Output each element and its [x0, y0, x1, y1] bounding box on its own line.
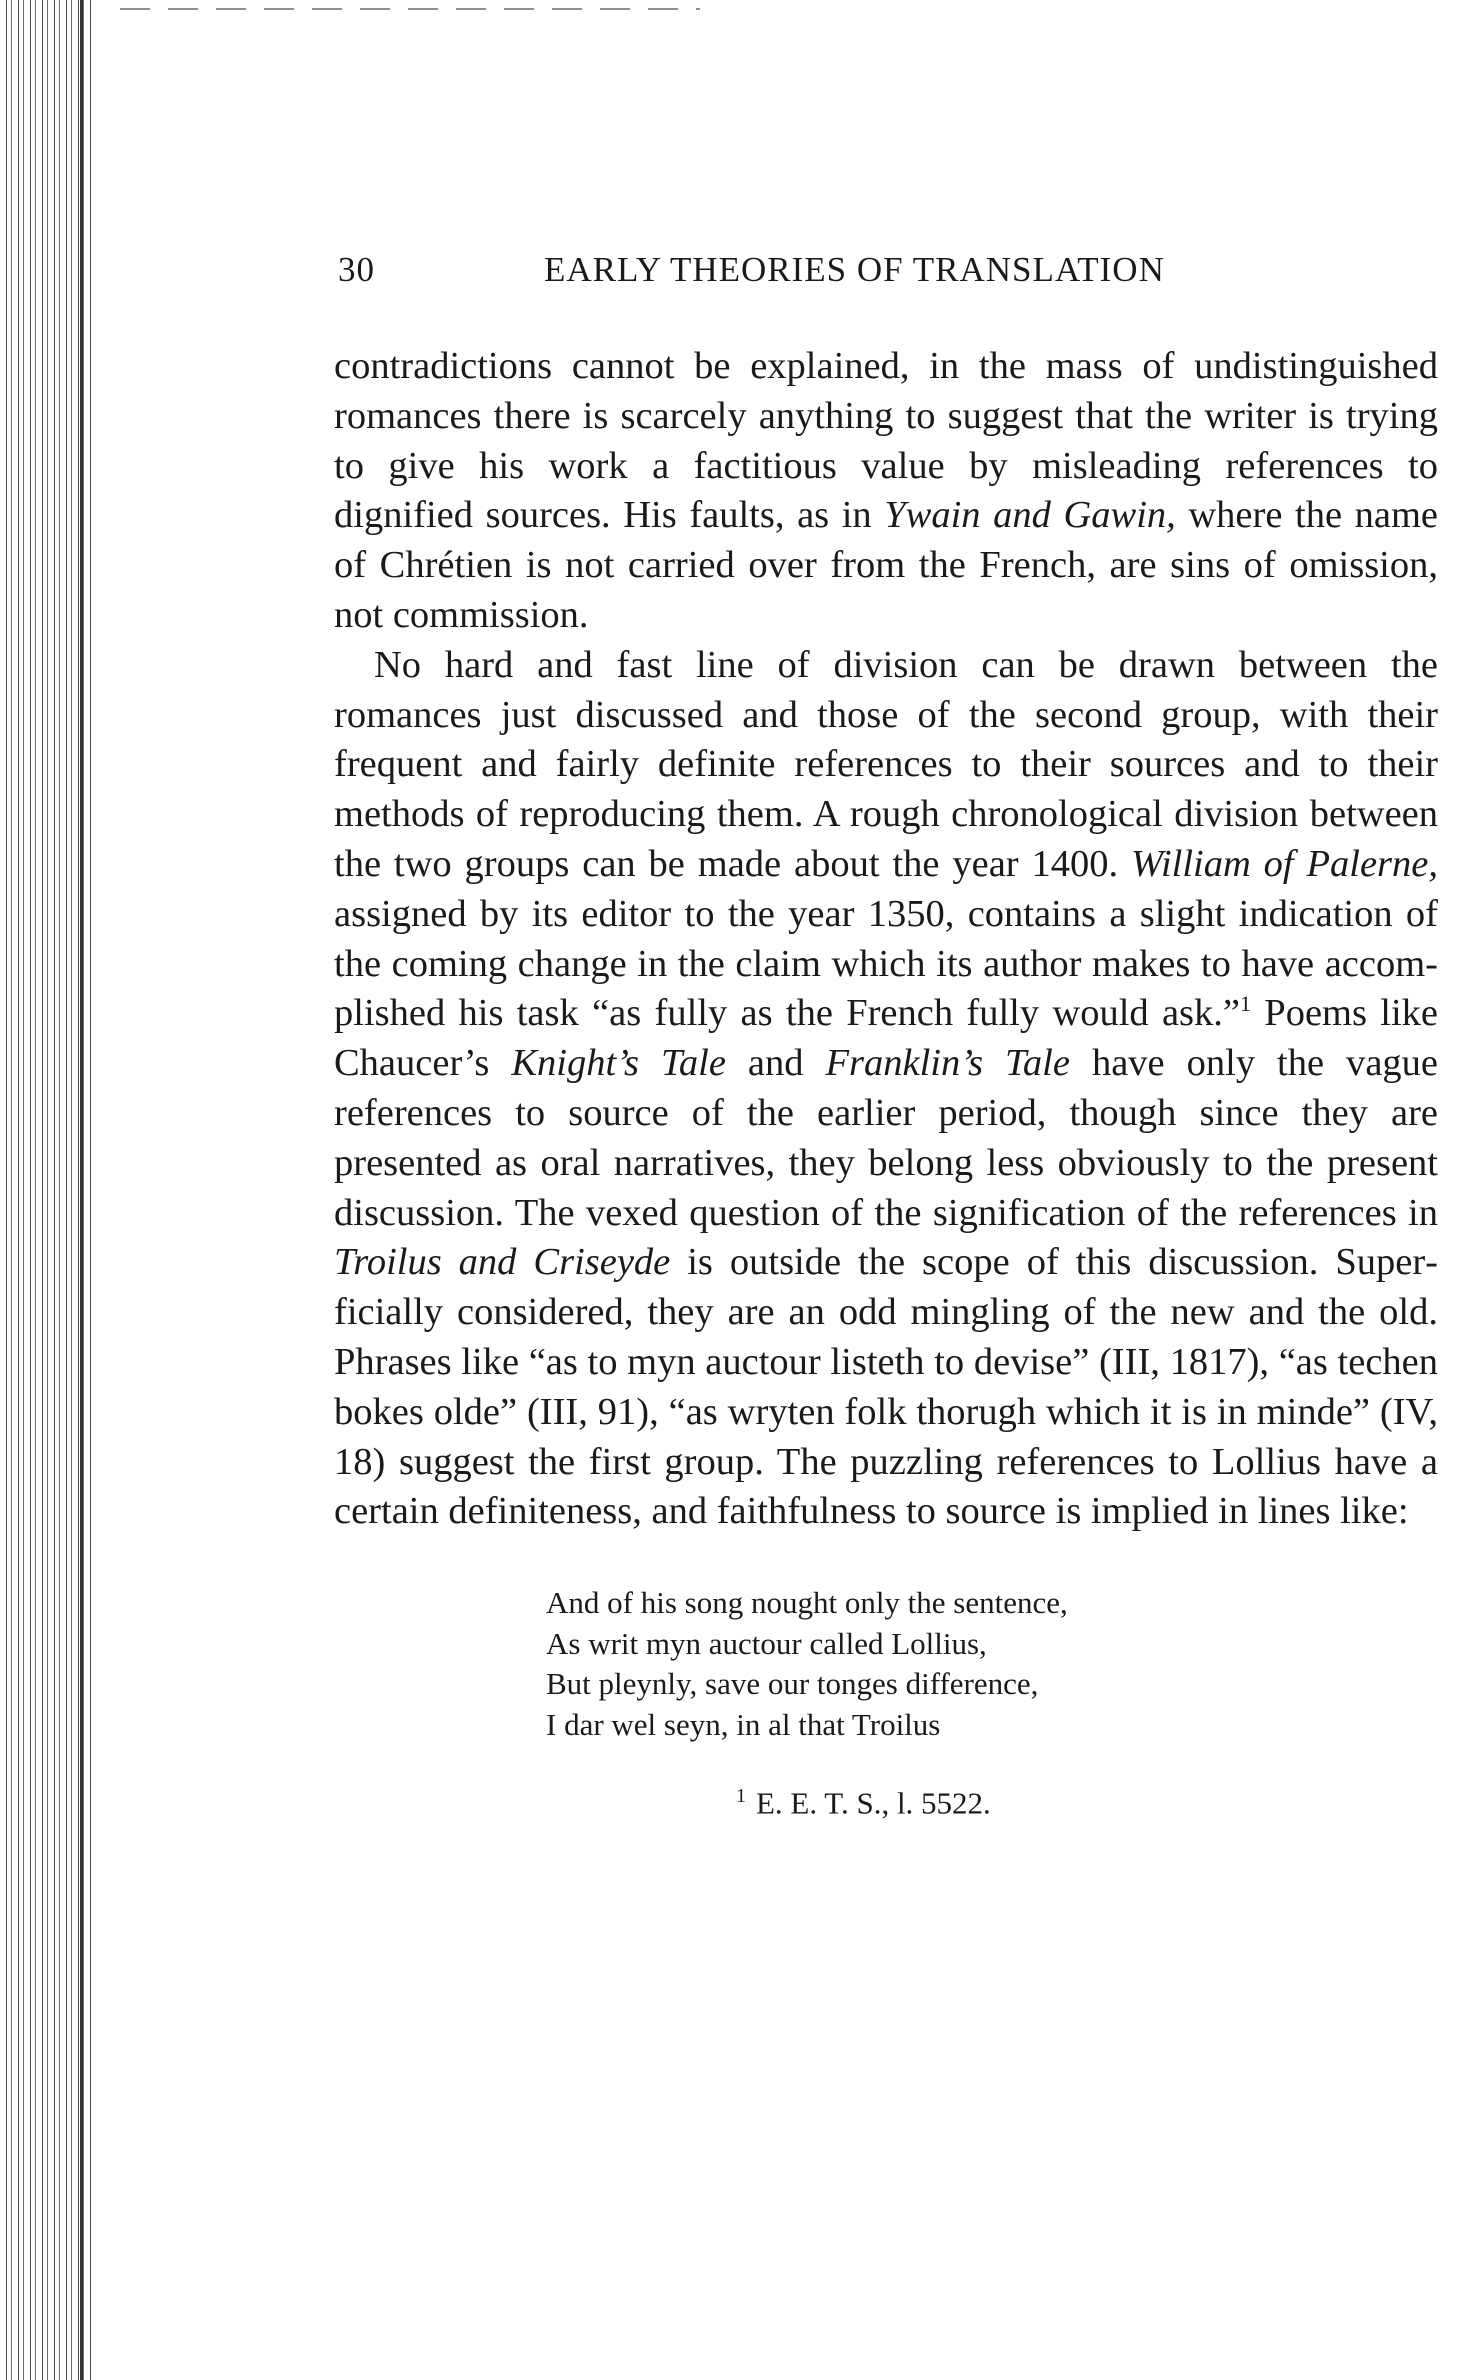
paragraph — [334, 342, 1438, 641]
text-run: where the name of Chrétien is not carried over from the French, are sins of omission, not commission. — [334, 494, 1438, 636]
text-run: is outside the scope of this discussion. Superficially considered, they are an odd mingling of the new and the old. Phrases like “as to myn auctour listeth to devise” (III, 1817), “as techen bokes olde” (III, 91), “as wryten folk thorugh which it is in minde” (IV, 18) suggest the first group. The puzzling references to Lollius have a certain definiteness, and faithfulness to source is implied in lines like: — [334, 1241, 1438, 1533]
verse-line: And of his song nought only the sentence, — [546, 1585, 1068, 1621]
text-run: assigned by its editor to the year 1350, contains a slight indication of the coming change in the claim which its author makes to have accomplished his task “as fully as the French fully would ask.” — [334, 892, 1438, 1035]
italic-title: Ywain and Gawin, — [884, 494, 1176, 537]
italic-title: Troilus and Criseyde — [334, 1241, 671, 1284]
footnote-text: E. E. T. S., l. 5522. — [756, 1785, 991, 1821]
verse-quotation — [546, 1583, 1438, 1745]
running-title: EARLY THEORIES OF TRANSLATION — [544, 250, 1165, 289]
scan-top-artifact — [120, 8, 700, 10]
text-run: contradictions cannot be explained, in the mass of undistinguished romances there is scarcely anything to suggest that the writer is trying to give his work a factitious value by misleading references to dignified sources. His faults, as in — [334, 345, 1438, 537]
paragraph — [334, 641, 1438, 1537]
italic-title: Knight’s Tale — [511, 1042, 726, 1085]
scan-binding-edge — [80, 0, 83, 2380]
text-run: and — [725, 1042, 826, 1085]
footnote — [736, 1785, 1438, 1821]
italic-title: Franklin’s Tale — [825, 1042, 1070, 1085]
running-head — [334, 240, 1438, 300]
text-run: Poems like Chaucer’s — [334, 992, 1438, 1085]
text-run: No hard and fast line of division can be drawn between the romances just discussed and those of the second group, with their frequent and fairly definite references to their sources and to their methods of reproducing them. A rough chronological division between the two groups can be made about the year 1400. — [334, 643, 1438, 885]
italic-title: William of Palerne, — [1131, 842, 1438, 885]
page-number: 30 — [338, 250, 375, 289]
verse-line: But pleynly, save our tonges difference, — [546, 1666, 1039, 1702]
verse-line: I dar wel seyn, in al that Troilus — [546, 1706, 941, 1742]
footnote-reference: 1 — [1240, 991, 1251, 1017]
book-page — [334, 240, 1438, 1821]
text-run: have only the vague references to source of the earlier period, though since they are presented as oral narratives, they belong less obviously to the present discussion. The vexed question of the signification of the references in — [334, 1042, 1438, 1234]
verse-line: As writ myn auctour called Lollius, — [546, 1625, 987, 1661]
footnote-mark: 1 — [736, 1785, 746, 1808]
